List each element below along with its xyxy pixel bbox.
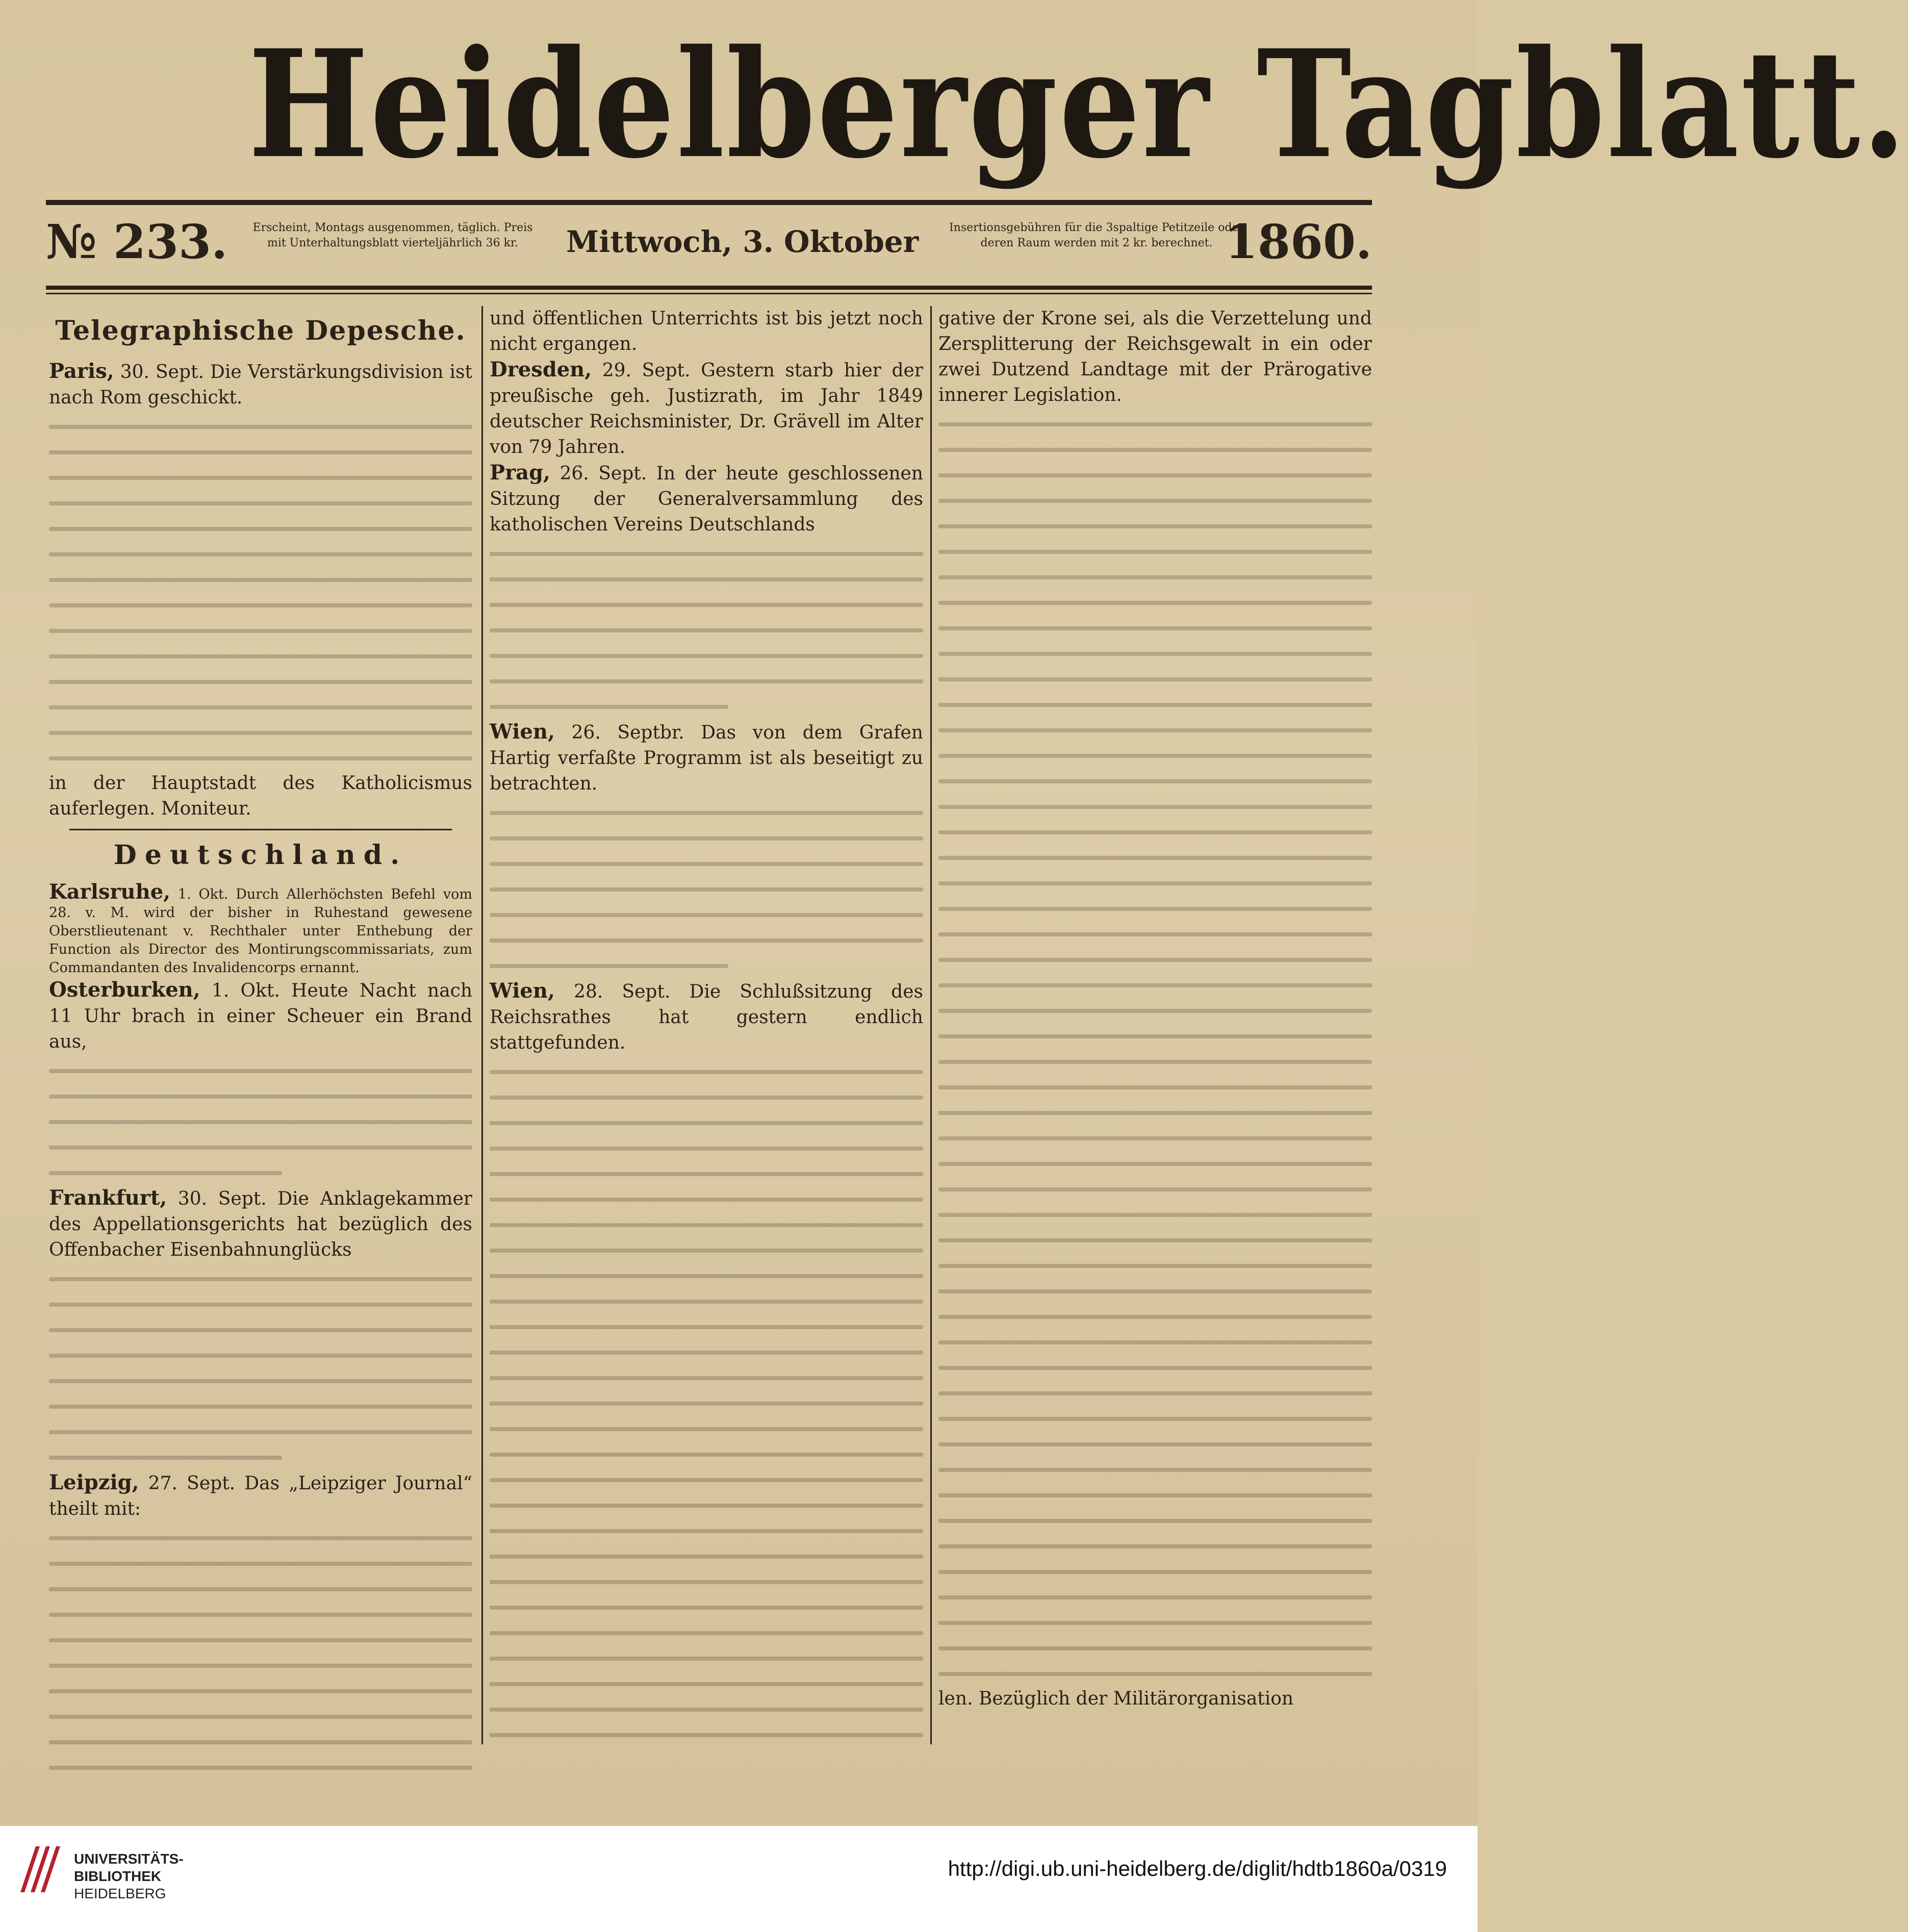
- dateline-place: Frankfurt,: [49, 1186, 167, 1210]
- column-divider: [930, 306, 932, 1744]
- article-dresden: [490, 357, 923, 460]
- article-continued: und öffentlichen Unterrichts ist bis jetzt noch nicht ergangen.: [490, 308, 923, 354]
- masthead-rule: [46, 200, 1372, 205]
- issue-year: 1860.: [1225, 214, 1372, 269]
- article-body-lines: [938, 411, 1372, 1686]
- article-lead: 29. Sept. Gestern starb hier der preußische geh. Justizrath, im Jahr 1849 deutscher Reichsminister, Dr. Grävell im Alter von 79 Jahren.: [490, 360, 923, 457]
- article-prag: [490, 460, 923, 538]
- library-name: UNIVERSITÄTS- BIBLIOTHEK HEIDELBERG: [74, 1851, 184, 1901]
- section-title-deutschland: Deutschland.: [113, 840, 408, 871]
- section-title-telegraph: Telegraphische Depesche.: [55, 315, 466, 346]
- library-logo-icon: [15, 1841, 61, 1897]
- masthead-title: Heidelberger Tagblatt.: [248, 18, 1908, 191]
- article-wien-2: [490, 978, 923, 1056]
- article-body-lines: [49, 1266, 472, 1470]
- article-lead: 28. Sept. Die Schlußsitzung des Reichsrathes hat gestern endlich stattgefunden.: [490, 981, 923, 1053]
- article-body-lines: [49, 414, 472, 771]
- article-lead: 30. Sept. Die Anklagekammer des Appellationsgerichts hat bezüglich des Offenbacher Eisenbahnunglücks: [49, 1188, 472, 1260]
- article-continues-next-page: len. Bezüglich der Militärorganisation: [938, 1688, 1294, 1709]
- dateline-place: Prag,: [490, 461, 550, 485]
- header-rule-thin: [46, 293, 1372, 294]
- article-wien-1: [490, 719, 923, 797]
- dateline-place: Wien,: [490, 720, 555, 744]
- article-body-lines: [490, 800, 923, 978]
- article-leipzig: [49, 1470, 472, 1522]
- article-lead: 1. Okt. Heute Nacht nach 11 Uhr brach in einer Scheuer ein Brand aus,: [49, 980, 472, 1052]
- issue-number: № 233.: [46, 214, 228, 269]
- article-paris-end: in der Hauptstadt des Katholicismus auferlegen. Moniteur.: [49, 773, 472, 819]
- dateline-place: Karlsruhe,: [49, 880, 171, 904]
- dateline-place: Wien,: [490, 979, 555, 1003]
- article-lead: 26. Septbr. Das von dem Grafen Hartig verfaßte Programm ist als beseitigt zu betrachten.: [490, 722, 923, 794]
- article-continued: gative der Krone sei, als die Verzettelung und Zersplitterung der Reichsgewalt in ein oder zwei Dutzend Landtage mit der Prärogative innerer Legislation.: [938, 308, 1372, 405]
- permalink-url[interactable]: http://digi.ub.uni-heidelberg.de/diglit/hdtb1860a/0319: [948, 1857, 1447, 1880]
- issue-date: Mittwoch, 3. Oktober: [566, 224, 919, 259]
- dateline-place: Paris,: [49, 359, 114, 383]
- column-1: [49, 306, 472, 1755]
- dateline-place: Osterburken,: [49, 978, 200, 1002]
- dateline-place: Leipzig,: [49, 1470, 139, 1494]
- article-body-lines: [490, 1059, 923, 1747]
- header-rule-thick: [46, 286, 1372, 290]
- column-3: [938, 306, 1372, 1755]
- dateline-place: Dresden,: [490, 358, 592, 382]
- article-lead: 1. Okt. Durch Allerhöchsten Befehl vom 28. v. M. wird der bisher in Ruhestand gewesene Oberstlieutenant v. Rechthaler unter Enthebung der Function als Director des Montirungscommissariats, zum Commandanten des Invalidencorps ernannt.: [49, 886, 472, 976]
- section-divider: [69, 829, 452, 830]
- advertising-note: Insertionsgebühren für die 3spaltige Petitzeile oder deren Raum werden mit 2 kr. berechnet.: [949, 221, 1244, 249]
- article-body-lines: [49, 1058, 472, 1185]
- article-paris: [49, 359, 472, 411]
- article-frankfurt: [49, 1185, 472, 1263]
- digitization-footer: [0, 1826, 1478, 1932]
- article-body-lines: [490, 541, 923, 719]
- article-karlsruhe: [49, 880, 472, 977]
- column-2: [490, 306, 923, 1755]
- article-osterburken: [49, 977, 472, 1055]
- issue-row: [46, 209, 1372, 281]
- article-lead: 27. Sept. Das „Leipziger Journal“ theilt mit:: [49, 1473, 472, 1519]
- article-body-lines: [49, 1525, 472, 1780]
- column-divider: [481, 306, 483, 1744]
- article-lead: 30. Sept. Die Verstärkungsdivision ist nach Rom geschickt.: [49, 362, 472, 408]
- subscription-note: Erscheint, Montags ausgenommen, täglich. Preis mit Unterhaltungsblatt vierteljährlich 36 kr.: [252, 221, 533, 249]
- article-lead: 26. Sept. In der heute geschlossenen Sitzung der Generalversammlung des katholischen Vereins Deutschlands: [490, 463, 923, 535]
